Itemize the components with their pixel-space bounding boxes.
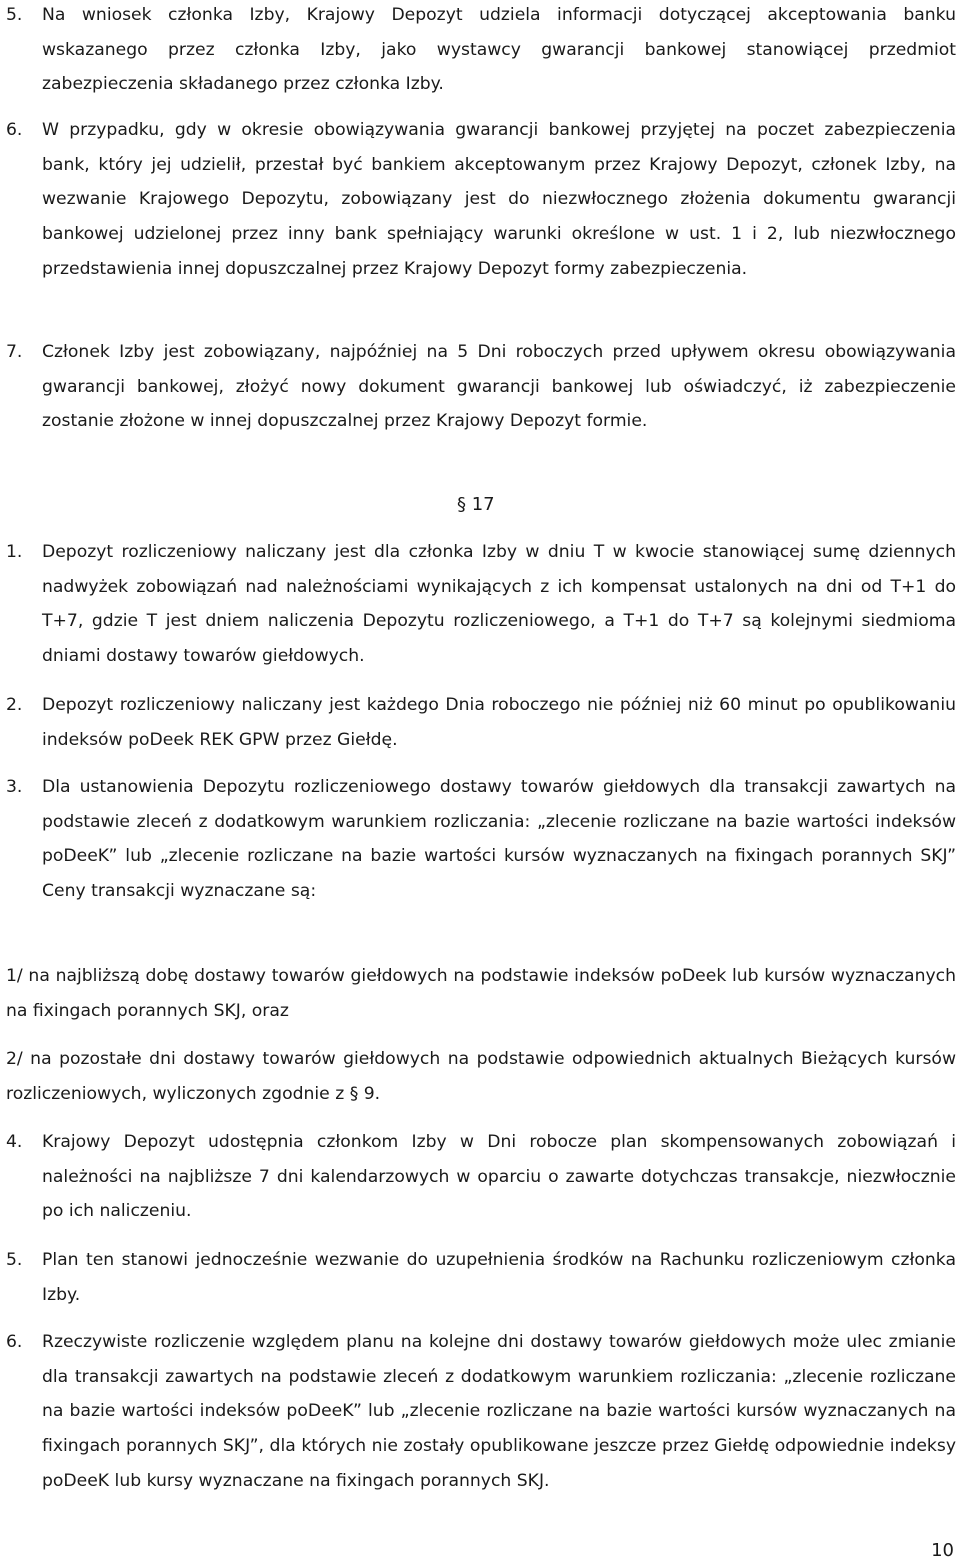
paragraph-number: 6. bbox=[6, 1332, 23, 1352]
paragraph-text: Krajowy Depozyt udostępnia członkom Izby w Dni robocze plan skompensowanych zobowiązań i należności na najbliższe 7 dni kalendarzowych w oparciu o zawarte dotychczas transakcje, niezwłocznie po ich naliczeniu. bbox=[42, 1132, 956, 1222]
paragraph-text: Członek Izby jest zobowiązany, najpóźniej na 5 Dni roboczych przed upływem okresu obowiązywania gwarancji bankowej, złożyć nowy dokument gwarancji bankowej lub oświadczyć, iż zabezpieczenie zostanie złożone w innej dopuszczalnej przez Krajowy Depozyt formie. bbox=[42, 342, 956, 432]
paragraph-5 bbox=[6, 1243, 956, 1312]
sub-item-2 bbox=[6, 1042, 956, 1111]
paragraph-3 bbox=[6, 770, 956, 909]
paragraph-number: 7. bbox=[6, 342, 23, 362]
paragraph-text: Na wniosek członka Izby, Krajowy Depozyt udziela informacji dotyczącej akceptowania banku wskazanego przez członka Izby, jako wystawcy gwarancji bankowej stanowiącej przedmiot zabezpieczenia składanego przez członka Izby. bbox=[42, 5, 956, 95]
paragraph-text: Rzeczywiste rozliczenie względem planu na kolejne dni dostawy towarów giełdowych może ulec zmianie dla transakcji zawartych na podstawie zleceń z dodatkowym warunkiem rozliczania: „zlecenie rozliczane na bazie wartości indeksów poDeeK” lub „zlecenie rozliczane na bazie wartości kursów wyznaczanych na fixingach porannych SKJ”, dla których nie zostały opublikowane jeszcze przez Giełdę odpowiednie indeksy poDeeK lub kursy wyznaczane na fixingach porannych SKJ. bbox=[42, 1332, 956, 1491]
paragraph-number: 5. bbox=[6, 1250, 23, 1270]
paragraph-number: 3. bbox=[6, 777, 23, 797]
paragraph-5-top bbox=[6, 0, 956, 102]
section-heading: § 17 bbox=[457, 494, 495, 515]
paragraph-6-top bbox=[6, 113, 956, 287]
paragraph-text: W przypadku, gdy w okresie obowiązywania gwarancji bankowej przyjętej na poczet zabezpieczenia bank, który jej udzielił, przestał być bankiem akceptowanym przez Krajowy Depozyt, członek Izby, na wezwanie Krajowego Depozytu, zobowiązany jest do niezwłocznego złożenia dokumentu gwarancji bankowej udzielonej przez inny bank spełniający warunki określone w ust. 1 i 2, lub niezwłocznego przedstawienia innej dopuszczalnej przez Krajowy Depozyt formy zabezpieczenia. bbox=[42, 120, 956, 279]
paragraph-text: Plan ten stanowi jednocześnie wezwanie do uzupełnienia środków na Rachunku rozliczeniowym członka Izby. bbox=[42, 1250, 956, 1305]
paragraph-6 bbox=[6, 1325, 956, 1499]
paragraph-number: 6. bbox=[6, 120, 23, 140]
paragraph-text: Depozyt rozliczeniowy naliczany jest każdego Dnia roboczego nie później niż 60 minut po opublikowaniu indeksów poDeek REK GPW przez Giełdę. bbox=[42, 695, 956, 750]
paragraph-number: 1. bbox=[6, 542, 23, 562]
paragraph-number: 4. bbox=[6, 1132, 23, 1152]
paragraph-4 bbox=[6, 1125, 956, 1229]
paragraph-1 bbox=[6, 535, 956, 674]
paragraph-7-top bbox=[6, 335, 956, 439]
sub-item-text: 1/ na najbliższą dobę dostawy towarów giełdowych na podstawie indeksów poDeek lub kursów wyznaczanych na fixingach porannych SKJ, oraz bbox=[6, 966, 956, 1021]
page-number: 10 bbox=[931, 1540, 954, 1561]
paragraph-text: Depozyt rozliczeniowy naliczany jest dla członka Izby w dniu T w kwocie stanowiącej sumę dziennych nadwyżek zobowiązań nad należnościami wynikających z ich kompensat ustalonych na dni od T+1 do T+7, gdzie T jest dniem naliczenia Depozytu rozliczeniowego, a T+1 do T+7 są kolejnymi siedmioma dniami dostawy towarów giełdowych. bbox=[42, 542, 956, 667]
paragraph-2 bbox=[6, 688, 956, 757]
paragraph-number: 5. bbox=[6, 5, 23, 25]
sub-item-1 bbox=[6, 959, 956, 1028]
paragraph-number: 2. bbox=[6, 695, 23, 715]
paragraph-text: Dla ustanowienia Depozytu rozliczeniowego dostawy towarów giełdowych dla transakcji zawartych na podstawie zleceń z dodatkowym warunkiem rozliczania: „zlecenie rozliczane na bazie wartości indeksów poDeeK” lub „zlecenie rozliczane na bazie wartości kursów wyznaczanych na fixingach porannych SKJ” Ceny transakcji wyznaczane są: bbox=[42, 777, 956, 902]
sub-item-text: 2/ na pozostałe dni dostawy towarów giełdowych na podstawie odpowiednich aktualnych Bieżących kursów rozliczeniowych, wyliczonych zgodnie z § 9. bbox=[6, 1049, 956, 1104]
